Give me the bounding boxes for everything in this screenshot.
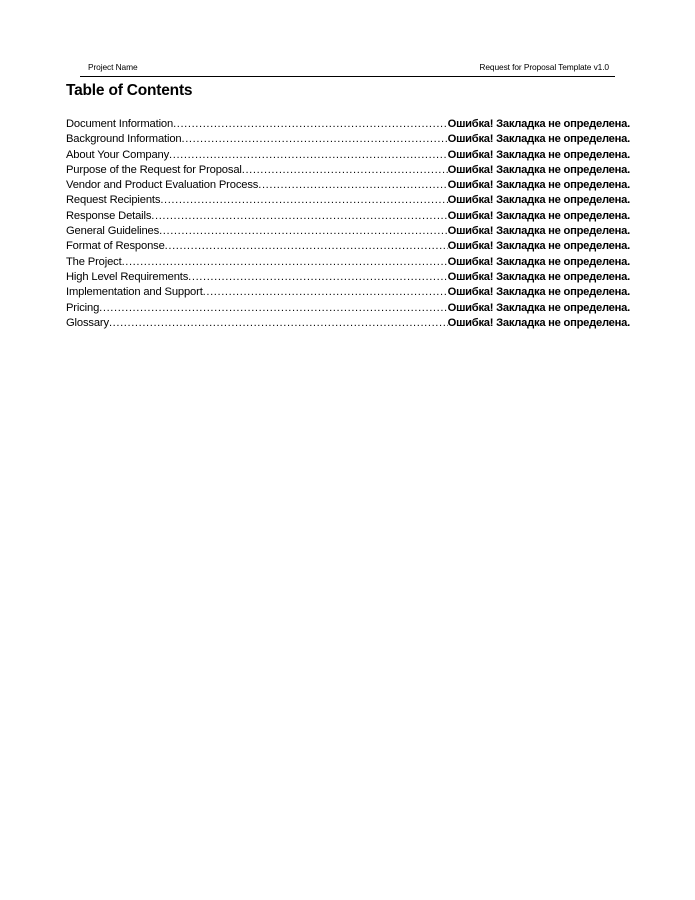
- dot-leader: [181, 132, 447, 147]
- dot-leader: [160, 193, 447, 208]
- toc-entry-pricing[interactable]: [66, 301, 630, 316]
- toc-entry-label: Pricing: [66, 301, 100, 314]
- dot-leader: [159, 224, 448, 239]
- toc-entry-page-ref: Ошибка! Закладка не определена.: [447, 255, 630, 268]
- dot-leader: [122, 255, 448, 270]
- toc-entry-page-ref: Ошибка! Закладка не определена.: [447, 194, 630, 207]
- toc-entry-implementation-support[interactable]: [66, 285, 630, 300]
- toc-entry-page-ref: Ошибка! Закладка не определена.: [447, 133, 630, 146]
- toc-entry-purpose[interactable]: [66, 163, 630, 178]
- toc-entry-label: General Guidelines: [66, 225, 160, 238]
- toc-entry-background-information[interactable]: [66, 132, 630, 147]
- toc-entry-page-ref: Ошибка! Закладка не определена.: [447, 148, 630, 161]
- toc-entry-vendor-evaluation[interactable]: [66, 178, 630, 193]
- dot-leader: [242, 163, 448, 178]
- toc-entry-page-ref: Ошибка! Закладка не определена.: [447, 118, 630, 130]
- toc-entry-response-details[interactable]: [66, 209, 630, 224]
- dot-leader: [99, 301, 447, 316]
- toc-entry-label: Request Recipients: [66, 194, 161, 207]
- dot-leader: [109, 316, 448, 331]
- toc-entry-label: Vendor and Product Evaluation Process: [66, 179, 259, 192]
- toc-entry-label: Document Information: [66, 118, 174, 130]
- toc-entry-glossary[interactable]: [66, 316, 630, 331]
- header-project-name: Project Name: [88, 62, 138, 72]
- page-header: [80, 60, 615, 77]
- toc-entry-label: High Level Requirements: [66, 270, 189, 283]
- toc-entry-label: Purpose of the Request for Proposal: [66, 163, 242, 176]
- toc-entry-page-ref: Ошибка! Закладка не определена.: [447, 286, 630, 299]
- toc-entry-label: Background Information: [66, 133, 182, 146]
- toc-title: Table of Contents: [66, 82, 193, 99]
- dot-leader: [151, 209, 447, 224]
- dot-leader: [173, 117, 448, 132]
- toc-entry-page-ref: Ошибка! Закладка не определена.: [447, 225, 630, 238]
- toc-entry-label: Glossary: [66, 316, 109, 329]
- dot-leader: [169, 148, 448, 163]
- toc-entry-label: The Project: [66, 255, 122, 268]
- dot-leader: [188, 270, 447, 285]
- toc-entry-page-ref: Ошибка! Закладка не определена.: [447, 163, 630, 176]
- header-document-title: Request for Proposal Template v1.0: [479, 62, 609, 72]
- dot-leader: [203, 285, 448, 300]
- toc-entry-about-your-company[interactable]: [66, 148, 630, 163]
- toc-entry-page-ref: Ошибка! Закладка не определена.: [447, 301, 630, 314]
- toc-entry-page-ref: Ошибка! Закладка не определена.: [447, 270, 630, 283]
- toc-entry-page-ref: Ошибка! Закладка не определена.: [447, 316, 630, 329]
- toc-entry-high-level-requirements[interactable]: [66, 270, 630, 285]
- toc-entry-page-ref: Ошибка! Закладка не определена.: [447, 209, 630, 222]
- toc-entry-label: Response Details: [66, 209, 152, 222]
- dot-leader: [258, 178, 447, 193]
- table-of-contents: [66, 117, 630, 331]
- toc-entry-label: About Your Company: [66, 148, 170, 161]
- toc-entry-the-project[interactable]: [66, 255, 630, 270]
- dot-leader: [165, 239, 448, 254]
- toc-entry-page-ref: Ошибка! Закладка не определена.: [447, 179, 630, 192]
- toc-entry-label: Implementation and Support: [66, 286, 203, 299]
- toc-entry-general-guidelines[interactable]: [66, 224, 630, 239]
- toc-entry-request-recipients[interactable]: [66, 193, 630, 208]
- toc-entry-page-ref: Ошибка! Закладка не определена.: [447, 240, 630, 253]
- toc-entry-format-of-response[interactable]: [66, 239, 630, 254]
- toc-entry-document-information[interactable]: [66, 117, 630, 132]
- toc-entry-label: Format of Response: [66, 240, 165, 253]
